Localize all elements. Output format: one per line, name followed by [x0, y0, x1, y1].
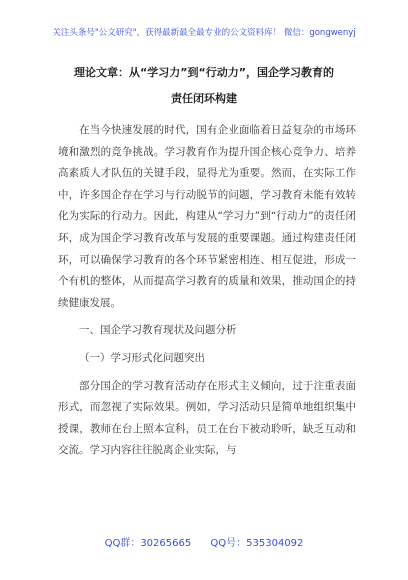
section-heading: 一、国企学习教育现状及问题分析	[79, 324, 237, 337]
document-body	[58, 120, 356, 462]
footer-qq: QQ号：535304092	[210, 538, 304, 549]
header-note: 关注头条号"公文研究"，获得最新最全最专业的公文资料库！ 微信：gongwenyj	[52, 28, 356, 38]
intro-paragraph: 在当今快速发展的时代，国有企业面临着日益复杂的市场环境和激烈的竞争挑战。学习教育作为提升国企核心竞争力、培养高素质人才队伍的关键手段，显得尤为重要。然而，在实际工作中，许多国企存在学习与行动脱节的问题，学习教育未能有效转化为实际的行动力。因此，构建从“学习力”到“行动力”的责任闭环，成为国企学习教育改革与发展的重要课题。通过构建责任闭环，可以确保学习教育的各个环节紧密相连、相互促进，形成一个有机的整体，从而提高学习教育的质量和效果，推动国企的持续健康发展。	[58, 124, 356, 309]
footer-contact	[0, 534, 408, 549]
body-paragraph: 部分国企的学习教育活动存在形式主义倾向，过于注重表面形式，而忽视了实际效果。例如，学习活动只是简单地组织集中授课，教师在台上照本宣科，员工在台下被动聆听，缺乏互动和交流。学习内容往往脱离企业实际，与	[58, 379, 356, 457]
subsection-heading: （一）学习形式化问题突出	[79, 351, 205, 364]
footer-qq-group: QQ群：30265665	[104, 538, 192, 549]
document-title	[40, 60, 368, 112]
title-line-2: 责任闭环构建	[171, 92, 237, 105]
title-line-1: 理论文章：从“学习力”到“行动力”，国企学习教育的	[74, 66, 334, 79]
